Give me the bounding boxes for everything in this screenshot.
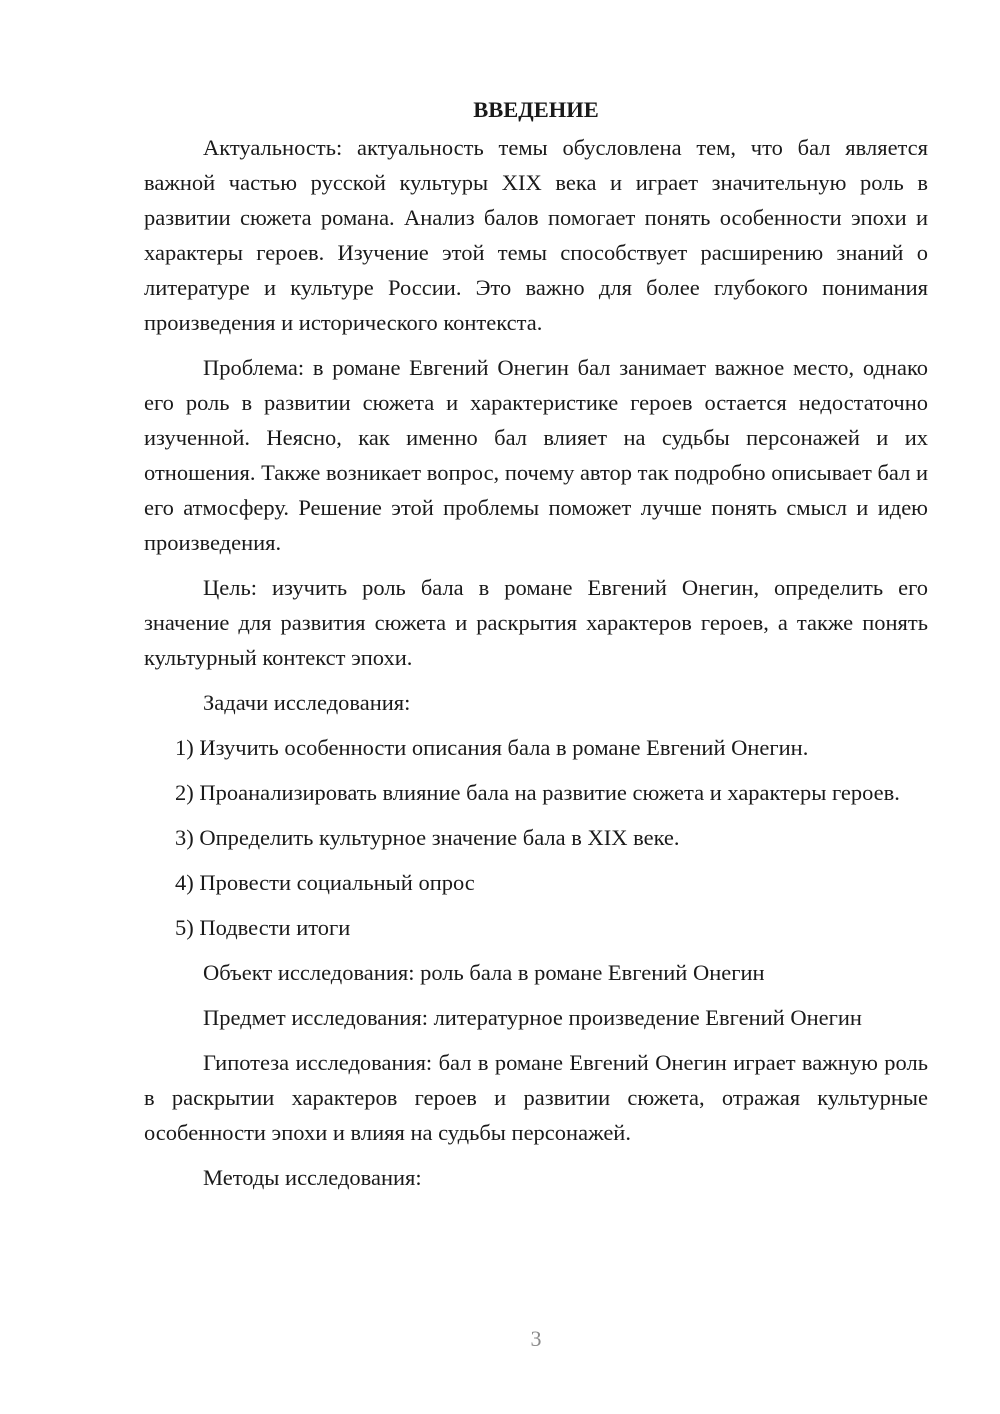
task-item-4: 4) Провести социальный опрос (175, 870, 475, 895)
subject-paragraph: Предмет исследования: литературное произведение Евгений Онегин (203, 1005, 862, 1030)
methods-title: Методы исследования: (203, 1165, 422, 1190)
goal-paragraph: Цель: изучить роль бала в романе Евгений Онегин, определить его значение для развития сюжета и раскрытия характеров героев, а также понять культурный контекст эпохи. (144, 575, 928, 670)
page-number: 3 (530, 1326, 542, 1351)
section-heading: ВВЕДЕНИЕ (473, 97, 599, 122)
task-item-3: 3) Определить культурное значение бала в XIX веке. (175, 825, 680, 850)
task-item-2: 2) Проанализировать влияние бала на развитие сюжета и характеры героев. (175, 780, 900, 805)
task-item-1: 1) Изучить особенности описания бала в романе Евгений Онегин. (175, 735, 809, 760)
hypothesis-paragraph: Гипотеза исследования: бал в романе Евгений Онегин играет важную роль в раскрытии характеров героев и развитии сюжета, отражая культурные особенности эпохи и влияя на судьбы персонажей. (144, 1050, 928, 1145)
page-content (144, 92, 928, 1205)
task-item-5: 5) Подвести итоги (175, 915, 351, 940)
tasks-title: Задачи исследования: (203, 690, 411, 715)
problem-paragraph: Проблема: в романе Евгений Онегин бал занимает важное место, однако его роль в развитии сюжета и характеристике героев остается недостаточно изученной. Неясно, как именно бал влияет на судьбы персонажей и их отношения. Также возникает вопрос, почему автор так подробно описывает бал и его атмосферу. Решение этой проблемы поможет лучше понять смысл и идею произведения. (144, 355, 928, 555)
object-paragraph: Объект исследования: роль бала в романе Евгений Онегин (203, 960, 765, 985)
relevance-paragraph: Актуальность: актуальность темы обусловлена тем, что бал является важной частью русской культуры XIX века и играет значительную роль в развитии сюжета романа. Анализ балов помогает понять особенности эпохи и характеры героев. Изучение этой темы способствует расширению знаний о литературе и культуре России. Это важно для более глубокого понимания произведения и исторического контекста. (144, 135, 928, 335)
